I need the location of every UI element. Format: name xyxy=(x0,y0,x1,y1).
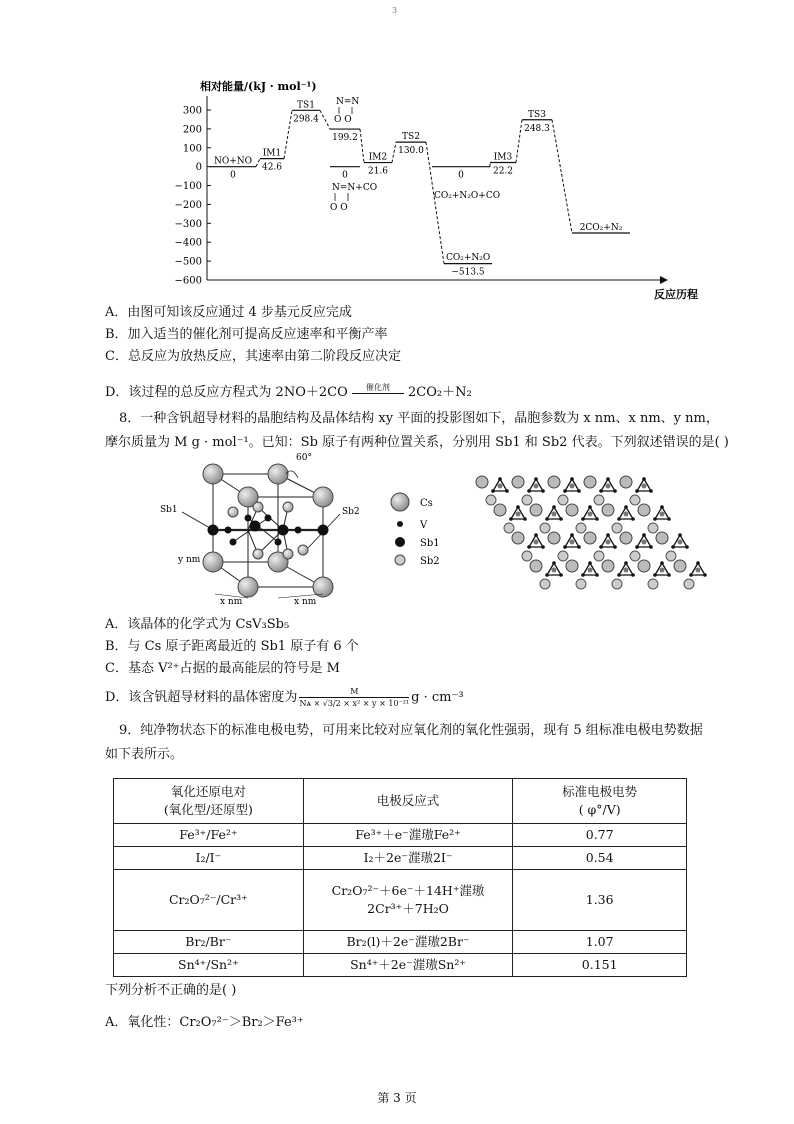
proj-cs-atom xyxy=(512,476,524,488)
state-label: NO+NO xyxy=(213,156,253,167)
proj-v-atom xyxy=(552,561,556,565)
cell-potential: 0.77 xyxy=(513,824,687,847)
q8-option-c: C．基态 V²⁺占据的最高能层的符号是 M xyxy=(105,661,340,676)
proj-cs-atom xyxy=(602,504,614,516)
cell-pair: Sn⁴⁺/Sn²⁺ xyxy=(114,954,304,977)
proj-v-atom xyxy=(516,505,520,509)
proj-cs-atom xyxy=(530,504,542,516)
reaction-path-connector xyxy=(360,129,364,163)
proj-v-atom xyxy=(689,573,693,577)
table-row xyxy=(114,954,687,977)
proj-v-atom xyxy=(624,505,628,509)
y-tick-label: −600 xyxy=(174,275,202,287)
proj-v-atom xyxy=(617,573,621,577)
proj-cs-atom xyxy=(584,532,596,544)
legend-sb1: Sb1 xyxy=(420,538,440,549)
proj-v-atom xyxy=(581,573,585,577)
label-ynm: y nm xyxy=(178,555,201,565)
cell-reaction: I₂＋2e⁻漄璈2I⁻ xyxy=(303,847,513,870)
proj-v-atom xyxy=(577,545,581,549)
proj-cs-atom xyxy=(548,476,560,488)
reaction-path-connector xyxy=(392,142,396,162)
proj-v-atom xyxy=(577,489,581,493)
q8-d-pre: D．该含钒超导材料的晶体密度为 xyxy=(105,690,298,705)
reaction-path-connector xyxy=(426,142,444,264)
proj-sb2-atom xyxy=(522,551,532,561)
proj-v-atom xyxy=(631,573,635,577)
proj-v-atom xyxy=(563,545,567,549)
proj-sb-atom xyxy=(570,540,575,545)
sb1-atom xyxy=(318,525,329,536)
v-atom xyxy=(265,515,272,522)
proj-cs-atom xyxy=(548,532,560,544)
proj-v-atom xyxy=(563,489,567,493)
y-tick-label: −500 xyxy=(174,256,202,268)
legend-v-icon xyxy=(397,521,403,527)
energy-value-label: 42.6 xyxy=(261,162,283,173)
state-label: TS1 xyxy=(297,100,315,111)
energy-value-label: −513.5 xyxy=(451,267,485,278)
sb1-leader xyxy=(182,512,210,528)
proj-sb2-atom xyxy=(540,579,550,589)
proj-sb2-atom xyxy=(612,579,622,589)
proj-sb2-atom xyxy=(558,551,568,561)
y-tick-label: 300 xyxy=(182,105,202,117)
sb2-atom xyxy=(298,545,308,555)
catalyst-label: 催化剂 xyxy=(365,383,390,392)
proj-v-atom xyxy=(570,477,574,481)
proj-sb2-atom xyxy=(666,551,676,561)
state-label: TS2 xyxy=(402,132,420,143)
y-tick-label: −200 xyxy=(174,199,202,211)
q7-d-pre: D．该过程的总反应方程式为 2NO＋2CO xyxy=(105,385,348,400)
proj-v-atom xyxy=(649,489,653,493)
cell-reaction: Br₂(l)＋2e⁻漄璈2Br⁻ xyxy=(303,931,513,954)
y-tick-label: −400 xyxy=(174,237,202,249)
reaction-path-connector xyxy=(320,110,330,129)
proj-v-atom xyxy=(667,517,671,521)
proj-v-atom xyxy=(617,517,621,521)
energy-value-label: 248.3 xyxy=(524,123,550,134)
cell-pair: Cr₂O₇²⁻/Cr³⁺ xyxy=(114,870,304,931)
proj-v-atom xyxy=(653,573,657,577)
chart-xlabel: 反应历程 xyxy=(654,288,698,301)
proj-sb-atom xyxy=(606,484,611,489)
proj-sb2-atom xyxy=(648,523,658,533)
reaction-path-connector xyxy=(256,159,260,167)
energy-levels xyxy=(210,100,630,277)
proj-sb-atom xyxy=(534,484,539,489)
cs-atom xyxy=(203,552,223,572)
proj-v-atom xyxy=(505,489,509,493)
y-tick-label: 0 xyxy=(195,162,202,174)
v-atom xyxy=(245,515,252,522)
q7-option-d xyxy=(105,384,472,402)
proj-v-atom xyxy=(606,477,610,481)
label-angle: 60° xyxy=(296,453,312,463)
proj-v-atom xyxy=(685,545,689,549)
q7-option-c: C．总反应为放热反应，其速率由第二阶段反应决定 xyxy=(105,349,401,364)
energy-value-label: 22.2 xyxy=(492,166,514,177)
v-atom xyxy=(275,539,282,546)
proj-v-atom xyxy=(642,533,646,537)
table-header-row xyxy=(114,779,687,824)
q8-option-b: B．与 Cs 原子距离最近的 Sb1 原子有 6 个 xyxy=(105,639,359,654)
proj-v-atom xyxy=(624,561,628,565)
sb2-atom xyxy=(253,502,263,512)
q8-d-post: g · cm⁻³ xyxy=(411,690,464,705)
proj-v-atom xyxy=(552,505,556,509)
cell-reaction: Fe³⁺＋e⁻漄璈Fe²⁺ xyxy=(303,824,513,847)
q8-stem-line1: 8．一种含钒超导材料的晶胞结构及晶体结构 xy 平面的投影图如下，晶胞参数为 x nm、x nm、y nm， xyxy=(119,411,719,426)
proj-sb2-atom xyxy=(594,495,604,505)
table-row xyxy=(114,931,687,954)
energy-profile-chart xyxy=(160,74,698,304)
proj-v-atom xyxy=(545,517,549,521)
proj-v-atom xyxy=(545,573,549,577)
q9-after-table: 下列分析不正确的是( ) xyxy=(105,983,237,998)
header-standard-potential: 标准电极电势 ( φ°/V) xyxy=(513,779,687,824)
proj-v-atom xyxy=(541,489,545,493)
electrode-potential-table xyxy=(113,778,687,977)
legend-cs: Cs xyxy=(420,498,433,509)
q8-option-d xyxy=(105,686,464,709)
v-atom xyxy=(230,539,237,546)
energy-value-label: 0 xyxy=(458,170,464,181)
header-redox-pair: 氧化还原电对 (氧化型/还原型) xyxy=(114,779,304,824)
proj-v-atom xyxy=(534,533,538,537)
proj-cs-atom xyxy=(674,560,686,572)
atom-legend xyxy=(386,490,456,580)
state-label: TS3 xyxy=(528,109,546,120)
unit-cell-figure xyxy=(158,452,358,612)
q8-option-a: A．该晶体的化学式为 CsV₃Sb₅ xyxy=(105,617,290,632)
proj-v-atom xyxy=(595,517,599,521)
page-top-mark: 3 xyxy=(392,6,398,15)
cell-potential: 0.54 xyxy=(513,847,687,870)
proj-v-atom xyxy=(588,561,592,565)
species-co2-n2o-co: CO₂+N₂O+CO xyxy=(434,191,501,201)
legend-sb1-icon xyxy=(395,537,405,547)
proj-cs-atom xyxy=(620,476,632,488)
cell-pair: Br₂/Br⁻ xyxy=(114,931,304,954)
proj-v-atom xyxy=(599,545,603,549)
proj-sb2-atom xyxy=(612,523,622,533)
proj-v-atom xyxy=(696,561,700,565)
proj-sb-atom xyxy=(678,540,683,545)
proj-sb2-atom xyxy=(522,495,532,505)
struct-1-top: N=N xyxy=(336,97,360,107)
y-tick-label: −100 xyxy=(174,181,202,193)
proj-sb-atom xyxy=(624,512,629,517)
cs-atom xyxy=(238,577,258,597)
proj-v-atom xyxy=(613,489,617,493)
q9-stem-line2: 如下表所示。 xyxy=(105,747,184,762)
state-label: IM3 xyxy=(493,152,513,163)
proj-v-atom xyxy=(523,517,527,521)
proj-sb2-atom xyxy=(540,523,550,533)
proj-v-atom xyxy=(671,545,675,549)
label-xnm-2: x nm xyxy=(294,597,317,607)
sb1-atom xyxy=(278,525,289,536)
density-denominator: Nᴀ × √3/2 × x² × y × 10⁻²¹ xyxy=(299,699,410,708)
cs-atom xyxy=(268,464,288,484)
sb2-atom xyxy=(228,507,238,517)
legend-sb2-icon xyxy=(395,555,405,565)
proj-sb-atom xyxy=(660,512,665,517)
proj-v-atom xyxy=(559,573,563,577)
proj-v-atom xyxy=(491,489,495,493)
proj-sb2-atom xyxy=(630,551,640,561)
proj-cs-atom xyxy=(602,560,614,572)
sb2-atom xyxy=(283,502,293,512)
species-co2-n2o: CO₂+N₂O xyxy=(446,253,491,263)
q8-stem-line2: 摩尔质量为 M g · mol⁻¹。已知：Sb 原子有两种位置关系，分别用 Sb1 和 Sb2 代表。下列叙述错误的是( ) xyxy=(105,435,729,450)
state-label: IM1 xyxy=(262,148,282,159)
energy-value-label: 0 xyxy=(342,170,348,181)
proj-sb-atom xyxy=(570,484,575,489)
proj-sb-atom xyxy=(624,568,629,573)
proj-v-atom xyxy=(534,477,538,481)
label-xnm-1: x nm xyxy=(220,597,243,607)
proj-sb-atom xyxy=(606,540,611,545)
x-axis-arrow xyxy=(660,276,668,284)
cell-pair: Fe³⁺/Fe²⁺ xyxy=(114,824,304,847)
q7-d-catalyst xyxy=(352,383,404,394)
proj-v-atom xyxy=(613,545,617,549)
proj-cs-atom xyxy=(512,532,524,544)
proj-cs-atom xyxy=(638,560,650,572)
proj-sb-atom xyxy=(516,512,521,517)
proj-sb-atom xyxy=(642,484,647,489)
energy-value-label: 199.2 xyxy=(332,133,358,144)
proj-sb2-atom xyxy=(630,495,640,505)
proj-v-atom xyxy=(642,477,646,481)
q7-d-post: 2CO₂＋N₂ xyxy=(408,385,472,400)
cell-reaction: Cr₂O₇²⁻＋6e⁻＋14H⁺漄璈2Cr³⁺＋7H₂O xyxy=(303,870,513,931)
label-sb2: Sb2 xyxy=(342,507,360,517)
density-numerator: M xyxy=(299,686,409,698)
proj-cs-atom xyxy=(638,504,650,516)
y-ticks xyxy=(175,106,211,287)
cell-reaction: Sn⁴⁺＋2e⁻漄璈Sn²⁺ xyxy=(303,954,513,977)
proj-v-atom xyxy=(653,517,657,521)
proj-v-atom xyxy=(527,545,531,549)
y-tick-label: −300 xyxy=(174,218,202,230)
struct-1-bottom: O O xyxy=(334,115,352,125)
proj-cs-atom xyxy=(566,504,578,516)
proj-v-atom xyxy=(559,517,563,521)
proj-v-atom xyxy=(635,489,639,493)
proj-sb-atom xyxy=(552,568,557,573)
proj-v-atom xyxy=(509,517,513,521)
proj-sb-atom xyxy=(498,484,503,489)
xy-projection-figure xyxy=(464,468,664,588)
proj-sb2-atom xyxy=(648,579,658,589)
energy-value-label: 21.6 xyxy=(367,166,389,177)
proj-sb-atom xyxy=(552,512,557,517)
cs-atom xyxy=(203,464,223,484)
proj-v-atom xyxy=(541,545,545,549)
v-atom xyxy=(225,527,232,534)
y-tick-label: 100 xyxy=(182,143,202,155)
sb1-atom xyxy=(250,521,261,532)
proj-sb2-atom xyxy=(486,495,496,505)
proj-sb2-atom xyxy=(558,495,568,505)
energy-value-label: 298.4 xyxy=(293,114,319,125)
state-label: IM2 xyxy=(368,152,388,163)
proj-v-atom xyxy=(631,517,635,521)
proj-v-atom xyxy=(527,489,531,493)
proj-v-atom xyxy=(667,573,671,577)
proj-cs-atom xyxy=(566,560,578,572)
proj-sb2-atom xyxy=(576,579,586,589)
energy-value-label: 130.0 xyxy=(398,146,424,157)
q9-option-a: A．氧化性：Cr₂O₇²⁻＞Br₂＞Fe³⁺ xyxy=(105,1015,304,1030)
q9-stem-line1: 9．纯净物状态下的标准电极电势，可用来比较对应氧化剂的氧化性强弱，现有 5 组标准电极电势数据 xyxy=(119,723,703,738)
v-atom xyxy=(295,527,302,534)
proj-v-atom xyxy=(570,533,574,537)
proj-cs-atom xyxy=(494,504,506,516)
proj-sb2-atom xyxy=(504,523,514,533)
cell-pair: I₂/I⁻ xyxy=(114,847,304,870)
density-fraction xyxy=(299,686,409,709)
proj-cs-atom xyxy=(530,560,542,572)
proj-v-atom xyxy=(606,533,610,537)
struct-2-top: N=N+CO xyxy=(332,183,378,193)
cs-atom xyxy=(313,487,333,507)
proj-v-atom xyxy=(588,505,592,509)
proj-sb-atom xyxy=(696,568,701,573)
proj-cs-atom xyxy=(476,476,488,488)
q7-option-a: A．由图可知该反应通过 4 步基元反应完成 xyxy=(105,305,352,320)
sb1-atom xyxy=(208,525,219,536)
sb2-atom xyxy=(253,549,263,559)
reaction-path-connector xyxy=(552,120,572,233)
proj-sb2-atom xyxy=(684,579,694,589)
cell-potential: 1.36 xyxy=(513,870,687,931)
proj-sb-atom xyxy=(534,540,539,545)
cell-potential: 0.151 xyxy=(513,954,687,977)
proj-sb-atom xyxy=(660,568,665,573)
reaction-path-connector xyxy=(516,120,522,163)
sb2-atom xyxy=(283,549,293,559)
legend-sb2: Sb2 xyxy=(420,556,440,567)
proj-v-atom xyxy=(635,545,639,549)
proj-v-atom xyxy=(581,517,585,521)
proj-v-atom xyxy=(703,573,707,577)
energy-value-label: 0 xyxy=(230,170,236,181)
struct-2-bottom: O O xyxy=(330,203,348,213)
proj-v-atom xyxy=(599,489,603,493)
proj-sb2-atom xyxy=(576,523,586,533)
y-tick-label: 200 xyxy=(182,124,202,136)
reaction-path-connector xyxy=(284,110,292,158)
proj-sb-atom xyxy=(642,540,647,545)
proj-cs-atom xyxy=(656,532,668,544)
proj-v-atom xyxy=(678,533,682,537)
label-sb1: Sb1 xyxy=(160,505,178,515)
proj-sb2-atom xyxy=(594,551,604,561)
legend-cs-icon xyxy=(391,493,409,511)
proj-v-atom xyxy=(649,545,653,549)
state-label: 2CO₂+N₂ xyxy=(579,222,623,233)
table-row xyxy=(114,824,687,847)
chart-ylabel: 相对能量/(kJ · mol⁻¹) xyxy=(200,80,317,93)
proj-sb-atom xyxy=(588,512,593,517)
q7-option-b: B．加入适当的催化剂可提高反应速率和平衡产率 xyxy=(105,327,388,342)
proj-cs-atom xyxy=(584,476,596,488)
table-row xyxy=(114,847,687,870)
cell-potential: 1.07 xyxy=(513,931,687,954)
proj-cs-atom xyxy=(620,532,632,544)
proj-v-atom xyxy=(498,477,502,481)
proj-sb-atom xyxy=(588,568,593,573)
legend-v: V xyxy=(420,520,428,531)
proj-v-atom xyxy=(660,505,664,509)
header-electrode-reaction: 电极反应式 xyxy=(303,779,513,824)
page-footer: 第 3 页 xyxy=(377,1091,417,1105)
proj-v-atom xyxy=(595,573,599,577)
table-row xyxy=(114,870,687,931)
proj-v-atom xyxy=(660,561,664,565)
